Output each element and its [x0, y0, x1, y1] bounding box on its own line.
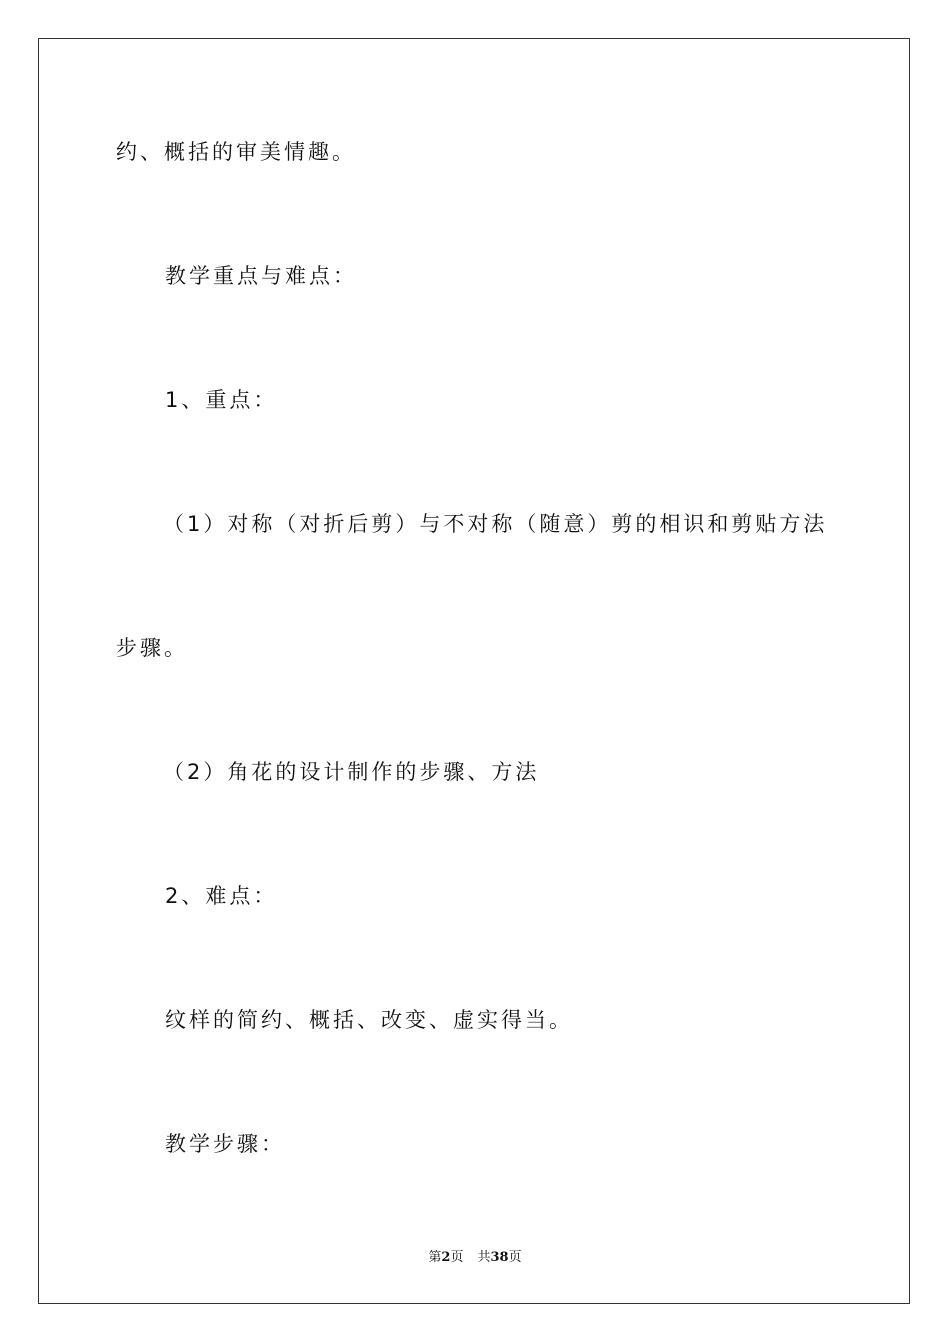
page-border: [38, 38, 910, 1304]
paragraph-line: 纹样的简约、概括、改变、虚实得当。: [165, 1008, 573, 1032]
paragraph-line: 步骤。: [116, 636, 188, 660]
footer-page-number: 2: [441, 1250, 451, 1265]
page-footer: [0, 1246, 950, 1265]
footer-page-prefix: 第: [428, 1250, 442, 1265]
footer-page-suffix: 页: [450, 1250, 464, 1265]
paragraph-line: （2）角花的设计制作的步骤、方法: [163, 760, 540, 784]
footer-total-pages: 38: [490, 1250, 509, 1265]
paragraph-line: 1、重点：: [165, 388, 278, 412]
paragraph-line: 约、概括的审美情趣。: [116, 140, 356, 164]
paragraph-line: 教学步骤：: [165, 1132, 285, 1156]
paragraph-line: （1）对称（对折后剪）与不对称（随意）剪的相识和剪贴方法: [163, 512, 828, 536]
footer-total-suffix: 页: [508, 1250, 522, 1265]
paragraph-line: 教学重点与难点：: [165, 264, 357, 288]
footer-total-prefix: 共: [477, 1250, 491, 1265]
paragraph-line: 2、难点：: [165, 884, 278, 908]
